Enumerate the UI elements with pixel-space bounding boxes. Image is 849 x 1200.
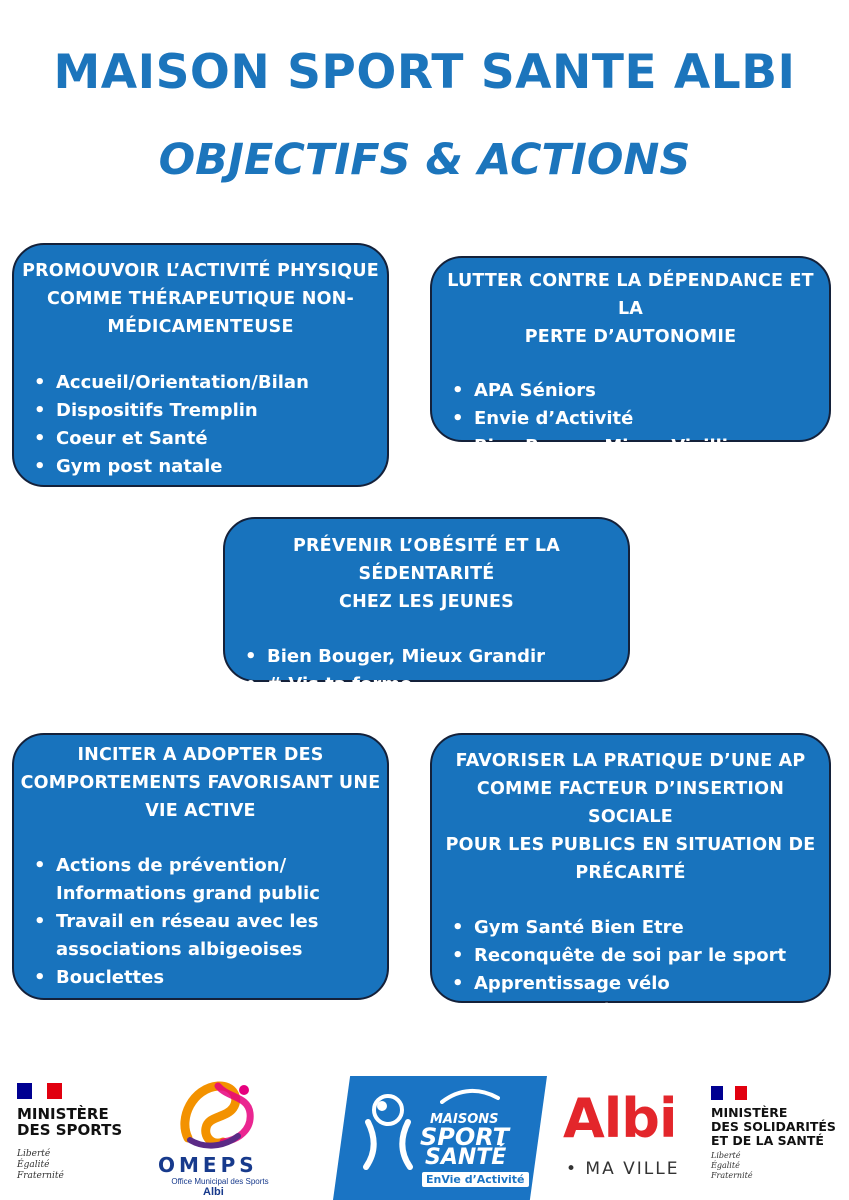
action-list [20,369,381,481]
objective-card-lutter [430,256,831,457]
list-item: • Bouclettes [20,964,381,992]
list-item: • Gym Santé Bien Etre [438,914,823,942]
action-list [438,377,823,461]
list-item: • Accueil/Orientation/Bilan [20,369,381,397]
list-item: • Coeur et Santé [20,425,381,453]
page-subtitle: OBJECTIFS & ACTIONS [158,135,691,185]
list-item: • Travail en réseau avec les associations albigeoises [20,908,381,964]
list-item: • Actions de prévention/ Informations grand public [20,852,381,908]
objective-card-inciter [12,733,389,1000]
list-item: • Apprentissage vélo [438,970,823,998]
list-item: • Reconquête de soi par le sport [438,942,823,970]
objective-card-prevenir [223,517,630,695]
card-heading: PROMOUVOIR L’ACTIVITÉ PHYSIQUE COMME THÉRAPEUTIQUE NON- MÉDICAMENTEUSE [22,261,379,337]
list-item: • Bien Bouger, Mieux Grandir [231,643,622,671]
list-item: • # Vis ta forme [231,671,622,699]
card-heading: LUTTER CONTRE LA DÉPENDANCE ET LA PERTE D’AUTONOMIE [447,271,814,347]
mss-figure-icon [358,1092,418,1172]
french-flag-icon [711,1086,747,1100]
card-heading: PRÉVENIR L’OBÉSITÉ ET LA SÉDENTARITÉ CHEZ LES JEUNES [292,536,560,612]
omeps-emblem-icon [178,1078,258,1150]
action-list [438,914,823,1026]
french-flag-icon [17,1083,62,1099]
list-item: • APA Séniors [438,377,823,405]
list-item: • Bien Bouger Mieux Vieillir [438,433,823,461]
list-item: • Gym post natale [20,453,381,481]
list-item: • Multi Activités [438,998,823,1026]
list-item: • Envie d’Activité [438,405,823,433]
card-heading: INCITER A ADOPTER DES COMPORTEMENTS FAVORISANT UNE VIE ACTIVE [20,745,381,821]
action-list [231,643,622,699]
list-item: • Dispositifs Tremplin [20,397,381,425]
action-list [20,852,381,992]
mss-arc-icon [440,1088,500,1104]
card-heading: FAVORISER LA PRATIQUE D’UNE AP COMME FACTEUR D’INSERTION SOCIALE POUR LES PUBLICS EN SITUATION DE PRÉCARITÉ [445,751,816,883]
page-title: MAISON SPORT SANTE ALBI [53,45,796,100]
objective-card-favoriser [430,733,831,1022]
objective-card-promouvoir [12,243,389,487]
